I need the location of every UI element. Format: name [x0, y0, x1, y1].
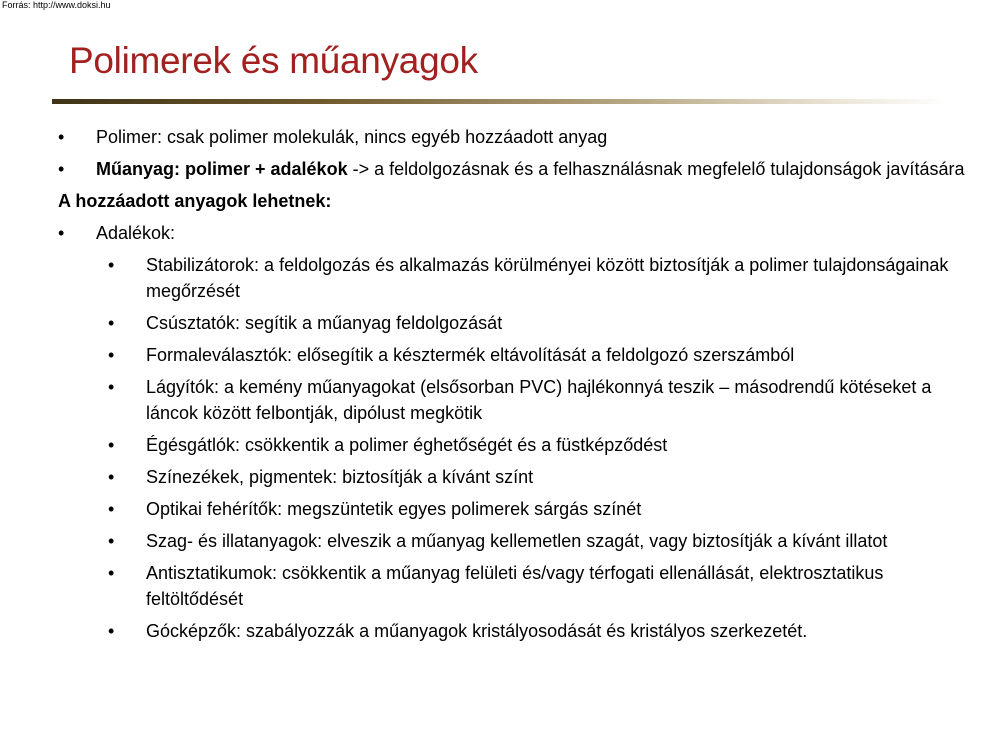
additive-item: [58, 618, 973, 644]
bullet-dot: •: [58, 223, 65, 243]
title-divider: [52, 99, 948, 104]
additive-item: [58, 560, 973, 612]
additive-text: Formaleválasztók: elősegítik a késztermék eltávolítását a feldolgozó szerszámból: [146, 345, 795, 365]
bullet-adalekok-text: Adalékok:: [96, 223, 176, 243]
additive-text: Gócképzők: szabályozzák a műanyagok kristályosodását és kristályos szerkezetét.: [146, 621, 808, 641]
bullet-polimer-text: Polimer: csak polimer molekulák, nincs egyéb hozzáadott anyag: [96, 127, 608, 147]
bullet-polimer: [58, 124, 973, 150]
additive-item: [58, 528, 973, 554]
bullet-muanyag: [58, 156, 973, 182]
bullet-dot: •: [108, 313, 115, 333]
additive-text: Lágyítók: a kemény műanyagokat (elsősorban PVC) hajlékonnyá teszik – másodrendű kötéseket a láncok között felbontják, dipólust megkötik: [146, 377, 932, 423]
additive-text: Antisztatikumok: csökkentik a műanyag felületi és/vagy térfogati ellenállását, elektrosztatikus feltöltődését: [146, 563, 884, 609]
additive-text: Színezékek, pigmentek: biztosítják a kívánt színt: [146, 467, 534, 487]
bullet-dot: •: [58, 127, 65, 147]
bullet-dot: •: [108, 467, 115, 487]
additive-text: Égésgátlók: csökkentik a polimer éghetőségét és a füstképződést: [146, 435, 668, 455]
bullet-dot: •: [58, 159, 65, 179]
bullet-muanyag-text: -> a feldolgozásnak és a felhasználásnak megfelelő tulajdonságok javítására: [347, 159, 965, 179]
additive-item: [58, 342, 973, 368]
additive-item: [58, 310, 973, 336]
slide-body: [58, 124, 973, 650]
bullet-muanyag-bold: Műanyag: polimer + adalékok: [96, 159, 348, 179]
bullet-adalekok: [58, 220, 973, 246]
additive-text: Csúsztatók: segítik a műanyag feldolgozását: [146, 313, 503, 333]
additive-text: Optikai fehérítők: megszüntetik egyes polimerek sárgás színét: [146, 499, 642, 519]
additive-item: [58, 252, 973, 304]
additive-text: Szag- és illatanyagok: elveszik a műanyag kellemetlen szagát, vagy biztosítják a kívánt illatot: [146, 531, 888, 551]
subheading: A hozzáadott anyagok lehetnek:: [58, 191, 332, 211]
slide-title: Polimerek és műanyagok: [69, 40, 478, 81]
bullet-dot: •: [108, 531, 115, 551]
additive-item: [58, 432, 973, 458]
additive-item: [58, 374, 973, 426]
additive-text: Stabilizátorok: a feldolgozás és alkalmazás körülményei között biztosítják a polimer tulajdonságainak megőrzését: [146, 255, 949, 301]
source-label: Forrás: http://www.doksi.hu: [2, 0, 111, 10]
additive-item: [58, 464, 973, 490]
bullet-dot: •: [108, 255, 115, 275]
bullet-dot: •: [108, 563, 115, 583]
bullet-dot: •: [108, 499, 115, 519]
bullet-dot: •: [108, 435, 115, 455]
bullet-dot: •: [108, 621, 115, 641]
additive-item: [58, 496, 973, 522]
bullet-dot: •: [108, 377, 115, 397]
bullet-dot: •: [108, 345, 115, 365]
